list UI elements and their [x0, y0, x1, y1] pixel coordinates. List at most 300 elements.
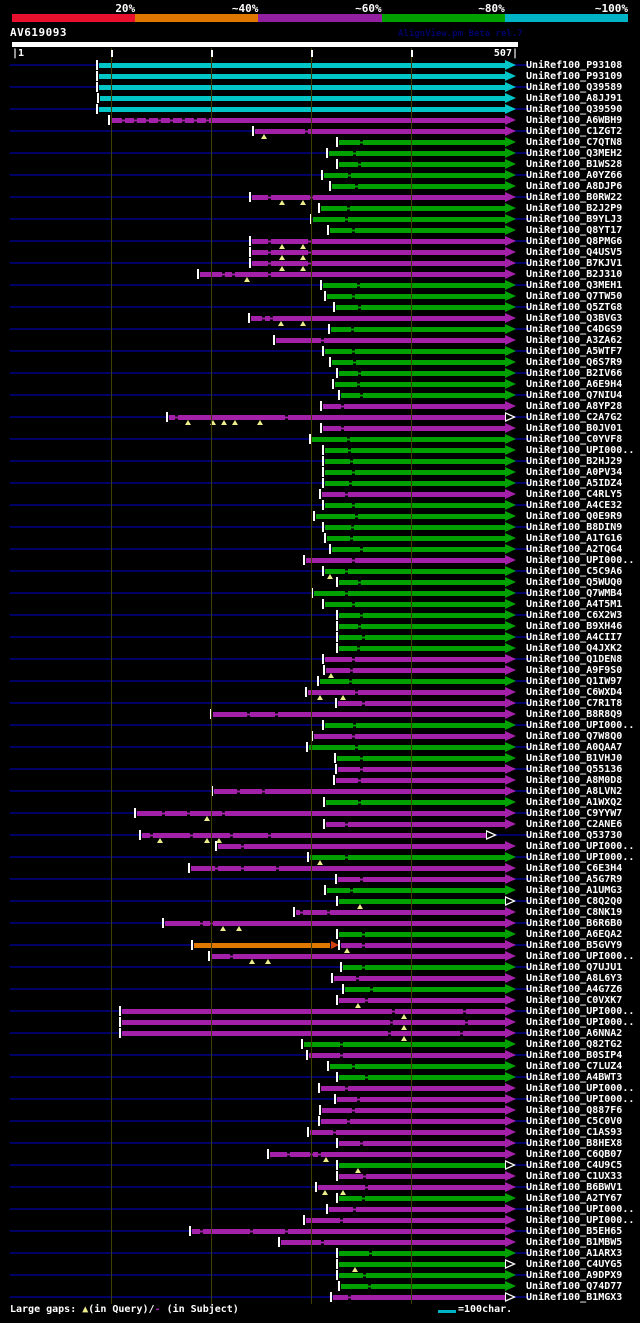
hit-bar[interactable] [339, 998, 505, 1003]
subject-gap-notch [262, 789, 265, 794]
hit-bar[interactable] [332, 547, 505, 552]
hit-bar[interactable] [339, 1262, 505, 1267]
query-gap-triangle-icon: ▲ [82, 1304, 89, 1315]
hit-label[interactable]: UniRef100_B5EH65 [526, 1226, 623, 1237]
hit-bar[interactable] [339, 624, 505, 629]
hit-bar[interactable] [326, 822, 505, 827]
hit-bar[interactable] [252, 195, 505, 200]
hit-bar[interactable] [341, 943, 505, 948]
hit-bar[interactable] [200, 272, 505, 277]
hit-bar[interactable] [100, 96, 505, 101]
hit-label[interactable]: UniRef100_B8R8Q9 [526, 709, 623, 720]
hit-bar[interactable] [211, 954, 505, 959]
hit-bar[interactable] [339, 1075, 505, 1080]
alignment-start-tick [324, 291, 326, 301]
subject-gap-notch [333, 1130, 336, 1135]
hit-label[interactable]: UniRef100_Q55136 [526, 764, 623, 775]
alignment-start-tick [320, 280, 322, 290]
alignment-start-tick [334, 753, 336, 763]
hit-label[interactable]: UniRef100_A8YP28 [526, 401, 623, 412]
hit-label[interactable]: UniRef100_A6WBH9 [526, 115, 623, 126]
hit-bar[interactable] [339, 580, 505, 585]
hit-label[interactable]: UniRef100_C4DGS9 [526, 324, 623, 335]
hit-arrow-icon [505, 907, 516, 917]
hit-label[interactable]: UniRef100_Q6S7R9 [526, 357, 623, 368]
alignment-start-tick [188, 863, 190, 873]
hit-bar[interactable] [218, 844, 505, 849]
hit-label[interactable]: UniRef100_B8HEX8 [526, 1138, 623, 1149]
hit-label[interactable]: UniRef100_A0QAA7 [526, 742, 623, 753]
hit-label[interactable]: UniRef100_C8NK19 [526, 907, 623, 918]
hit-bar[interactable] [312, 437, 505, 442]
hit-label[interactable]: UniRef100_C1ZGT2 [526, 126, 623, 137]
hit-arrow-icon [505, 247, 516, 257]
subject-gap-notch [340, 1042, 343, 1047]
hit-label[interactable]: UniRef100_C9YYW7 [526, 808, 623, 819]
hit-label[interactable]: UniRef100_A9DPX9 [526, 1270, 623, 1281]
hit-arrow-icon [505, 1226, 516, 1236]
hit-arrow-icon [505, 456, 516, 466]
hit-label[interactable]: UniRef100_Q5WUQ0 [526, 577, 623, 588]
hit-label[interactable]: UniRef100_B1MBW5 [526, 1237, 623, 1248]
alignment-start-tick [336, 368, 338, 378]
hit-label[interactable]: UniRef100_Q8PMG6 [526, 236, 623, 247]
query-gap-triangle-icon [220, 926, 226, 931]
hit-label[interactable]: UniRef100_C6QB07 [526, 1149, 623, 1160]
alignment-start-tick [322, 456, 324, 466]
hit-label[interactable]: UniRef100_Q82TG2 [526, 1039, 623, 1050]
hit-bar[interactable] [331, 327, 505, 332]
hit-label[interactable]: UniRef100_B0JV01 [526, 423, 623, 434]
hit-bar[interactable] [339, 140, 505, 145]
hit-bar[interactable] [310, 1130, 505, 1135]
hit-label[interactable]: UniRef100_Q5ZTG8 [526, 302, 623, 313]
hit-label[interactable]: UniRef100_B1WS28 [526, 159, 623, 170]
subject-gap-notch [463, 1009, 466, 1014]
hit-label[interactable]: UniRef100_A5WTF7 [526, 346, 623, 357]
alignment-start-tick [321, 170, 323, 180]
hit-label[interactable]: UniRef100_Q1DEN8 [526, 654, 623, 665]
subject-gap-notch [360, 1141, 363, 1146]
hit-label[interactable]: UniRef100_UPI000.. [526, 1094, 635, 1105]
hit-arrow-icon [505, 192, 516, 202]
subject-gap-notch [146, 118, 149, 123]
hit-arrow-icon [505, 1182, 516, 1192]
alignment-start-tick [267, 1149, 269, 1159]
hit-label[interactable]: UniRef100_C5C0V0 [526, 1116, 623, 1127]
hit-arrow-icon [505, 1116, 516, 1126]
subject-gap-notch [241, 844, 244, 849]
hit-label[interactable]: UniRef100_UPI000.. [526, 1006, 635, 1017]
hit-label[interactable]: UniRef100_C5C9A6 [526, 566, 623, 577]
hit-label[interactable]: UniRef100_UPI000.. [526, 720, 635, 731]
hit-arrow-icon [505, 874, 516, 884]
hit-bar[interactable] [137, 811, 505, 816]
hit-arrow-icon [505, 1237, 516, 1247]
scale-segment [258, 14, 381, 22]
hit-label[interactable]: UniRef100_A8DJP6 [526, 181, 623, 192]
hit-bar[interactable] [339, 1141, 505, 1146]
hit-bar[interactable] [339, 162, 505, 167]
hit-bar[interactable] [309, 1053, 505, 1058]
hit-arrow-icon [505, 1083, 516, 1093]
hit-arrow-icon [505, 324, 516, 334]
hit-label[interactable]: UniRef100_Q7UJU1 [526, 962, 623, 973]
hit-arrow-inner [506, 1162, 513, 1168]
subject-gap-notch [122, 118, 125, 123]
hit-label[interactable]: UniRef100_B6R6B0 [526, 918, 623, 929]
hit-label[interactable]: UniRef100_A6E9H4 [526, 379, 623, 390]
alignment-start-tick [208, 951, 210, 961]
hit-label[interactable]: UniRef100_C6WXD4 [526, 687, 623, 698]
query-gap-triangle-icon [344, 948, 350, 953]
subject-gap-notch [360, 547, 363, 552]
hit-bar[interactable] [322, 492, 505, 497]
hit-bar[interactable] [339, 646, 505, 651]
hit-bar[interactable] [191, 866, 505, 871]
alignment-start-tick [197, 269, 199, 279]
subject-gap-notch [358, 778, 361, 783]
hit-label[interactable]: UniRef100_B2IV66 [526, 368, 623, 379]
hit-bar[interactable] [122, 1009, 505, 1014]
alignment-start-tick [166, 412, 168, 422]
hit-bar[interactable] [255, 129, 505, 134]
hit-label[interactable]: UniRef100_A4T5M1 [526, 599, 623, 610]
hit-label[interactable]: UniRef100_Q8YT17 [526, 225, 623, 236]
alignment-start-tick [336, 929, 338, 939]
hit-arrow-icon [505, 313, 516, 323]
hit-bar[interactable] [341, 1284, 505, 1289]
hit-arrow-icon [505, 401, 516, 411]
hit-label[interactable]: UniRef100_B1MGX3 [526, 1292, 623, 1303]
hit-bar[interactable] [323, 404, 505, 409]
hit-bar[interactable] [345, 987, 505, 992]
hit-arrow-icon [505, 159, 516, 169]
hit-bar[interactable] [335, 382, 505, 387]
hit-label[interactable]: UniRef100_A8JJ91 [526, 93, 623, 104]
hit-bar[interactable] [338, 877, 505, 882]
hit-bar[interactable] [281, 1240, 505, 1245]
hit-bar[interactable] [339, 1163, 505, 1168]
hit-label[interactable]: UniRef100_B2HJ29 [526, 456, 623, 467]
subject-gap-notch [268, 239, 271, 244]
hit-label[interactable]: UniRef100_A1UMG3 [526, 885, 623, 896]
hit-bar[interactable] [338, 767, 505, 772]
alignment-start-tick [189, 1226, 191, 1236]
hit-label[interactable]: UniRef100_B0SIP4 [526, 1050, 623, 1061]
hit-label[interactable]: UniRef100_UPI000.. [526, 1083, 635, 1094]
hit-bar[interactable] [332, 360, 505, 365]
hit-label[interactable]: UniRef100_B6BWV1 [526, 1182, 623, 1193]
gap-legend [10, 1304, 239, 1315]
hit-bar[interactable] [213, 712, 505, 717]
hit-bar[interactable] [325, 481, 505, 486]
hit-label[interactable]: UniRef100_C2ANE6 [526, 819, 623, 830]
hit-label[interactable]: UniRef100_C1AS93 [526, 1127, 623, 1138]
hit-bar[interactable] [309, 745, 505, 750]
hit-bar[interactable] [337, 1097, 505, 1102]
hit-bar[interactable] [333, 1295, 505, 1300]
hit-label[interactable]: UniRef100_B5GVY9 [526, 940, 623, 951]
hit-bar[interactable] [214, 789, 505, 794]
hit-label[interactable]: UniRef100_B9YLJ3 [526, 214, 623, 225]
alignment-start-tick [322, 720, 324, 730]
hit-label[interactable]: UniRef100_Q39590 [526, 104, 623, 115]
hit-label[interactable]: UniRef100_Q53730 [526, 830, 623, 841]
alignment-start-tick [336, 577, 338, 587]
hit-label[interactable]: UniRef100_UPI000.. [526, 555, 635, 566]
hit-label[interactable]: UniRef100_A0YZ66 [526, 170, 623, 181]
hit-bar[interactable] [310, 855, 505, 860]
hit-label[interactable]: UniRef100_C0VXK7 [526, 995, 623, 1006]
hit-bar[interactable] [306, 1218, 505, 1223]
hit-label[interactable]: UniRef100_UPI000.. [526, 1017, 635, 1028]
hit-bar[interactable] [339, 371, 505, 376]
alignment-start-tick [340, 962, 342, 972]
hit-label[interactable]: UniRef100_A6NNA2 [526, 1028, 623, 1039]
subject-gap-notch [352, 503, 355, 508]
query-gap-triangle-icon [232, 420, 238, 425]
hit-bar[interactable] [314, 734, 505, 739]
hit-bar[interactable] [308, 690, 505, 695]
hit-label[interactable]: UniRef100_A4G7Z6 [526, 984, 623, 995]
hit-bar[interactable] [169, 415, 505, 420]
subject-gap-notch [358, 305, 361, 310]
hit-label[interactable]: UniRef100_B1VHJ0 [526, 753, 623, 764]
hit-label[interactable]: UniRef100_A8LVN2 [526, 786, 623, 797]
alignment-start-tick [318, 1116, 320, 1126]
query-gap-triangle-icon [279, 255, 285, 260]
subject-gap-notch [285, 1229, 288, 1234]
hit-label[interactable]: UniRef100_C7R1T8 [526, 698, 623, 709]
hit-label[interactable]: UniRef100_C2A7G2 [526, 412, 623, 423]
subject-gap-notch [134, 118, 137, 123]
hit-label[interactable]: UniRef100_B0RW22 [526, 192, 623, 203]
subject-gap-notch [287, 1152, 290, 1157]
hit-label[interactable]: UniRef100_A9F9S0 [526, 665, 623, 676]
hit-arrow-icon [505, 665, 516, 675]
alignment-start-tick [331, 973, 333, 983]
hit-label[interactable]: UniRef100_Q7WMB4 [526, 588, 623, 599]
hit-bar[interactable] [326, 800, 505, 805]
alignment-start-tick [334, 1094, 336, 1104]
subject-gap-notch [357, 283, 360, 288]
hit-label[interactable]: UniRef100_A1WXQ2 [526, 797, 623, 808]
gridline [111, 48, 112, 1304]
hit-label[interactable]: UniRef100_A3ZA62 [526, 335, 623, 346]
alignment-start-tick [329, 181, 331, 191]
hit-label[interactable]: UniRef100_A4BWT3 [526, 1072, 623, 1083]
hit-arrow-icon [505, 236, 516, 246]
hit-bar[interactable] [142, 833, 486, 838]
hit-bar[interactable] [327, 536, 505, 541]
hit-bar[interactable] [270, 1152, 505, 1157]
hit-label[interactable]: UniRef100_B2J310 [526, 269, 623, 280]
hit-label[interactable]: UniRef100_Q3BVG3 [526, 313, 623, 324]
hit-label[interactable]: UniRef100_UPI000.. [526, 445, 635, 456]
hit-label[interactable]: UniRef100_C4RLY5 [526, 489, 623, 500]
alignment-start-tick [249, 236, 251, 246]
hit-bar[interactable] [334, 976, 505, 981]
hit-bar[interactable] [252, 261, 505, 266]
hit-label[interactable]: UniRef100_C7LUZ4 [526, 1061, 623, 1072]
hit-label[interactable]: UniRef100_Q7NIU4 [526, 390, 623, 401]
subject-gap-notch [175, 415, 178, 420]
hit-arrow-icon [505, 643, 516, 653]
subject-gap-notch [357, 1097, 360, 1102]
hit-bar[interactable] [323, 283, 505, 288]
hit-bar[interactable] [99, 107, 505, 112]
alignment-start-tick [252, 126, 254, 136]
hit-label[interactable]: UniRef100_Q0E9R9 [526, 511, 623, 522]
hit-arrow-icon [505, 698, 516, 708]
alignment-start-tick [322, 522, 324, 532]
hit-bar[interactable] [336, 305, 505, 310]
hit-label[interactable]: UniRef100_A1TG16 [526, 533, 623, 544]
hit-label[interactable]: UniRef100_A5G7R9 [526, 874, 623, 885]
hit-label[interactable]: UniRef100_A8L6Y3 [526, 973, 623, 984]
alignment-start-tick [191, 940, 193, 950]
hit-label[interactable]: UniRef100_UPI000.. [526, 1204, 635, 1215]
subject-gap-notch [321, 338, 324, 343]
hit-label[interactable]: UniRef100_P93109 [526, 71, 623, 82]
hit-label[interactable]: UniRef100_C8Q2Q0 [526, 896, 623, 907]
subject-gap-notch [362, 932, 365, 937]
hit-label[interactable]: UniRef100_C4UYG5 [526, 1259, 623, 1270]
hit-label[interactable]: UniRef100_A2TY67 [526, 1193, 623, 1204]
hit-bar[interactable] [165, 921, 505, 926]
scale-label: 20% [115, 2, 136, 15]
hit-bar[interactable] [336, 778, 505, 783]
hit-arrow-icon [505, 786, 516, 796]
hit-label[interactable]: UniRef100_Q7W8Q0 [526, 731, 623, 742]
scale-length-label: =100char. [458, 1304, 513, 1315]
hit-label[interactable]: UniRef100_UPI000.. [526, 951, 635, 962]
hit-bar[interactable] [322, 1108, 505, 1113]
hit-label[interactable]: UniRef100_Q74D77 [526, 1281, 623, 1292]
hit-bar[interactable] [339, 613, 505, 618]
hit-label[interactable]: UniRef100_Q4USV5 [526, 247, 623, 258]
hit-arrow-icon [505, 434, 516, 444]
hit-bar[interactable] [122, 1031, 505, 1036]
hit-bar[interactable] [251, 316, 505, 321]
hit-label[interactable]: UniRef100_Q7TW50 [526, 291, 623, 302]
hit-bar[interactable] [325, 448, 505, 453]
hit-label[interactable]: UniRef100_A4CE32 [526, 500, 623, 511]
hit-label[interactable]: UniRef100_UPI000.. [526, 852, 635, 863]
subject-gap-notch [321, 1240, 324, 1245]
hit-label[interactable]: UniRef100_B8DIN9 [526, 522, 623, 533]
hit-label[interactable]: UniRef100_C0YVF8 [526, 434, 623, 445]
hit-label[interactable]: UniRef100_C7QTN8 [526, 137, 623, 148]
hit-label[interactable]: UniRef100_UPI000.. [526, 1215, 635, 1226]
hit-arrow-icon [505, 390, 516, 400]
hit-bar[interactable] [252, 239, 505, 244]
hit-bar[interactable] [99, 63, 505, 68]
query-gap-triangle-icon [249, 959, 255, 964]
hit-label[interactable]: UniRef100_Q1IW97 [526, 676, 623, 687]
hit-bar[interactable] [99, 85, 505, 90]
hit-arrow-icon [505, 71, 516, 81]
query-gap-triangle-icon [157, 838, 163, 843]
hit-bar[interactable] [192, 1229, 505, 1234]
query-gap-triangle-icon [317, 695, 323, 700]
subject-gap-notch [350, 668, 353, 673]
hit-label[interactable]: UniRef100_A0PV34 [526, 467, 623, 478]
query-gap-triangle-icon [204, 816, 210, 821]
hit-bar[interactable] [194, 943, 330, 948]
subject-gap-notch [460, 1031, 463, 1036]
hit-bar[interactable] [325, 569, 505, 574]
hit-bar[interactable] [343, 965, 505, 970]
hit-bar[interactable] [306, 558, 505, 563]
query-title: AV619093 [10, 26, 67, 39]
hit-label[interactable]: UniRef100_A8M0D8 [526, 775, 623, 786]
hit-bar[interactable] [320, 679, 505, 684]
hit-label[interactable]: UniRef100_A1ARX3 [526, 1248, 623, 1259]
hit-bar[interactable] [341, 393, 505, 398]
hit-arrow-icon [505, 621, 516, 631]
subject-gap-notch [355, 184, 358, 189]
hit-bar[interactable] [325, 723, 505, 728]
hit-label[interactable]: UniRef100_Q4JXK2 [526, 643, 623, 654]
hit-label[interactable]: UniRef100_Q887F6 [526, 1105, 623, 1116]
hit-label[interactable]: UniRef100_B2J2P9 [526, 203, 623, 214]
hit-label[interactable]: UniRef100_P93108 [526, 60, 623, 71]
hit-bar[interactable] [339, 899, 505, 904]
hit-bar[interactable] [330, 228, 505, 233]
hit-label[interactable]: UniRef100_C6E3H4 [526, 863, 623, 874]
alignment-start-tick [336, 137, 338, 147]
subject-gap-notch [345, 822, 348, 827]
hit-label[interactable]: UniRef100_Q3MEH2 [526, 148, 623, 159]
hit-bar[interactable] [339, 1251, 505, 1256]
hit-bar[interactable] [330, 1064, 505, 1069]
hit-label[interactable]: UniRef100_C4U9C5 [526, 1160, 623, 1171]
hit-bar[interactable] [324, 173, 505, 178]
subject-gap-notch [305, 129, 308, 134]
hit-bar[interactable] [321, 1086, 505, 1091]
ruler-tick [111, 50, 113, 57]
hit-label[interactable]: UniRef100_Q3MEH1 [526, 280, 623, 291]
subject-gap-notch [358, 371, 361, 376]
hit-label[interactable]: UniRef100_A6EQA2 [526, 929, 623, 940]
hit-label[interactable]: UniRef100_UPI000.. [526, 841, 635, 852]
alignment-start-tick [336, 995, 338, 1005]
hit-bar[interactable] [327, 888, 505, 893]
hit-arrow-icon [505, 687, 516, 697]
query-gap-triangle-icon [204, 838, 210, 843]
subject-gap-notch [357, 382, 360, 387]
hit-label[interactable]: UniRef100_Q39589 [526, 82, 623, 93]
hit-bar[interactable] [99, 74, 505, 79]
hit-label[interactable]: UniRef100_C6X2W3 [526, 610, 623, 621]
hit-label[interactable]: UniRef100_C1UX33 [526, 1171, 623, 1182]
hit-label[interactable]: UniRef100_A4CII7 [526, 632, 623, 643]
subject-gap-notch [351, 525, 354, 530]
hit-bar[interactable] [304, 1042, 505, 1047]
subject-gap-notch [347, 206, 350, 211]
hit-bar[interactable] [323, 426, 505, 431]
hit-label[interactable]: UniRef100_A5IDZ4 [526, 478, 623, 489]
hit-label[interactable]: UniRef100_A2TQG4 [526, 544, 623, 555]
hit-bar[interactable] [122, 1020, 505, 1025]
hit-bar[interactable] [313, 217, 505, 222]
hit-label[interactable]: UniRef100_B9XH46 [526, 621, 623, 632]
hit-bar[interactable] [252, 250, 505, 255]
hit-label[interactable]: UniRef100_B7KJV1 [526, 258, 623, 269]
hit-bar[interactable] [314, 591, 505, 596]
